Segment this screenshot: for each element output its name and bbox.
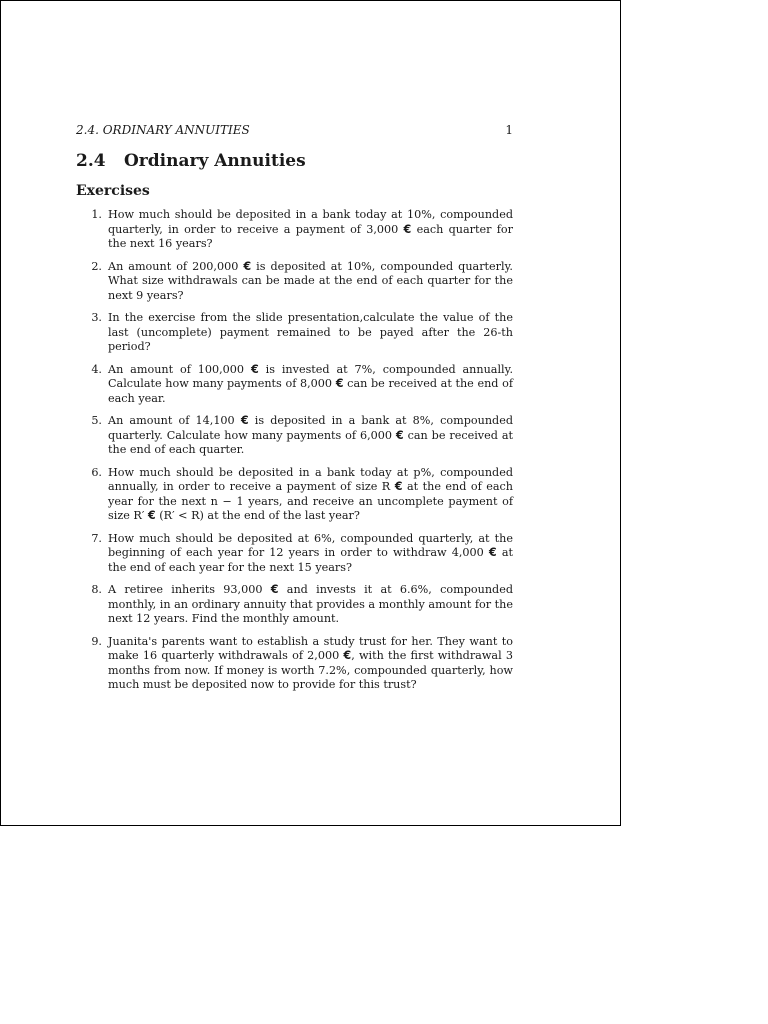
exercise-item	[1, 260, 513, 304]
exercise-text: An amount of 100,000	[108, 362, 251, 376]
exercise-number: 7.	[91, 531, 102, 545]
exercise-text: can be received at the end of each year.	[108, 377, 514, 405]
exercise-text: is deposited in a bank at 8%, compounded quarterly. Calculate how many payments of 6,000	[108, 414, 513, 442]
exercise-number: 3.	[91, 311, 102, 324]
euro-sign: €	[243, 259, 252, 273]
exercise-text: How much should be deposited in a bank today at p%, compounded annually, in order to receive a payment of size R	[108, 465, 513, 493]
exercise-number: 6.	[91, 465, 102, 479]
euro-sign: €	[394, 480, 403, 493]
euro-sign: €	[403, 222, 412, 236]
exercise-item	[1, 311, 513, 355]
exercise-text: How much should be deposited at 6%, compounded quarterly, at the beginning of each year for 12 years in order to withdraw 4,000	[108, 531, 513, 559]
euro-sign: €	[147, 509, 156, 522]
euro-sign: €	[395, 428, 404, 442]
exercise-number: 1.	[91, 208, 102, 221]
exercise-text: at the end of each year for the next 15 years?	[108, 546, 513, 574]
exercise-item	[1, 635, 513, 693]
exercise-text: (R′ < R) at the end of the last year?	[155, 509, 360, 522]
exercise-number: 9.	[91, 634, 102, 648]
exercise-text: is deposited at 10%, compounded quarterly. What size withdrawals can be made at the end of each quarter for the next 9 years?	[108, 259, 513, 302]
exercise-item	[1, 414, 513, 458]
page-number: 1	[505, 123, 513, 137]
exercise-text: An amount of 200,000	[108, 259, 244, 273]
exercise-text: Juanita's parents want to establish a study trust for her. They want to make 16 quarterly withdrawals of 2,000	[108, 634, 513, 662]
euro-sign: €	[240, 414, 249, 427]
exercise-text: How much should be deposited in a bank today at 10%, compounded quarterly, in order to receive a payment of 3,000	[108, 208, 513, 236]
exercise-item	[1, 208, 513, 252]
running-header	[76, 123, 513, 139]
exercise-number: 5.	[91, 414, 102, 427]
section-title	[76, 151, 306, 171]
exercise-text: A retiree inherits 93,000	[108, 583, 271, 596]
exercise-number: 2.	[91, 259, 102, 273]
exercise-list	[1, 208, 513, 701]
exercise-text: at the end of each year for the next n − 1 years, and receive an uncomplete payment of size R′	[108, 480, 513, 522]
euro-sign: €	[270, 583, 279, 596]
exercise-item	[1, 466, 513, 524]
exercise-text: An amount of 14,100	[108, 414, 241, 427]
subsection-title: Exercises	[76, 183, 150, 199]
exercise-text: can be received at the end of each quarter.	[108, 428, 513, 456]
exercise-item	[1, 363, 513, 407]
running-title: 2.4. ORDINARY ANNUITIES	[76, 123, 250, 137]
exercise-item	[1, 583, 513, 627]
euro-sign: €	[335, 377, 344, 390]
exercise-text: each quarter for the next 16 years?	[108, 222, 513, 250]
exercise-number: 8.	[91, 583, 102, 596]
exercise-text: In the exercise from the slide presentation,calculate the value of the last (uncomplete) payment remained to be payed after the 26-th period?	[108, 311, 513, 353]
euro-sign: €	[250, 362, 259, 376]
exercise-text: is invested at 7%, compounded annually. Calculate how many payments of 8,000	[108, 362, 513, 390]
exercise-text: and invests it at 6.6%, compounded monthly, in an ordinary annuity that provides a monthly amount for the next 12 years. Find the monthly amount.	[108, 583, 513, 625]
exercise-text: , with the first withdrawal 3 months from now. If money is worth 7.2%, compounded quarterly, how much must be deposited now to provide for this trust?	[108, 649, 513, 691]
exercise-item	[1, 532, 513, 576]
section-number: 2.4	[76, 151, 106, 171]
euro-sign: €	[343, 649, 352, 662]
exercise-number: 4.	[91, 362, 102, 376]
section-title-text: Ordinary Annuities	[124, 151, 306, 171]
euro-sign: €	[488, 546, 497, 559]
